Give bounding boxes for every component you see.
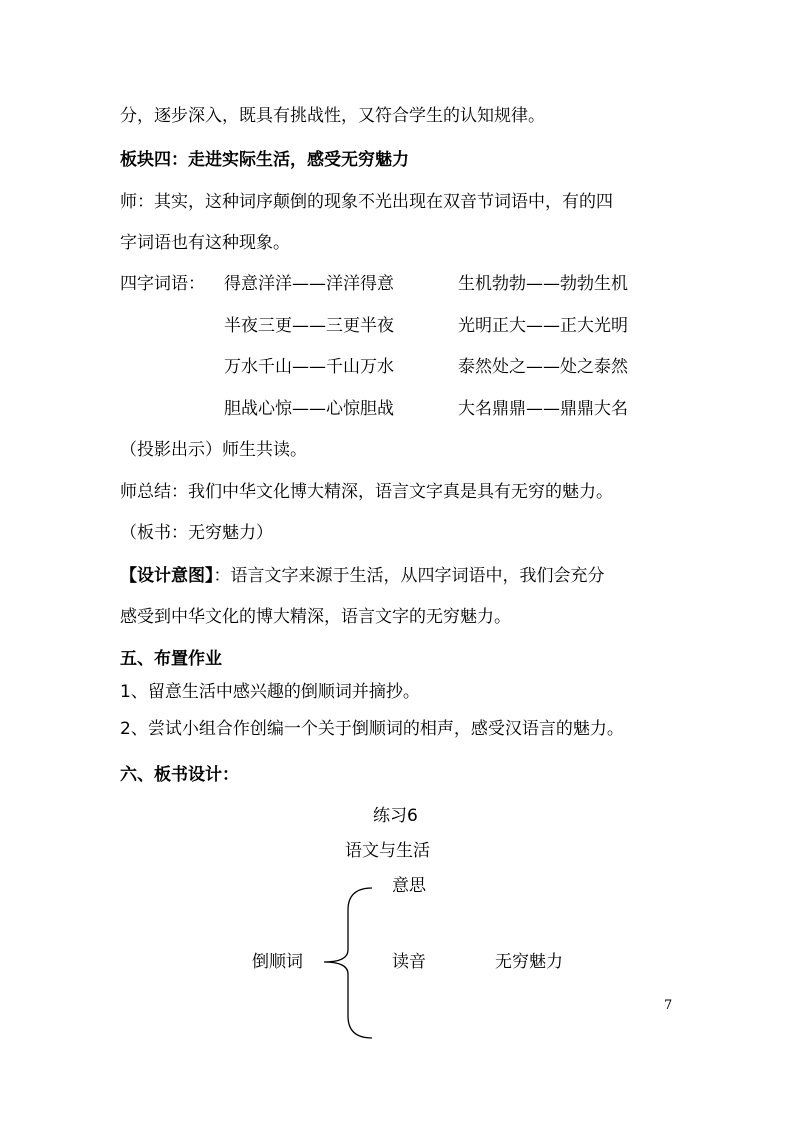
board-subtitle: 语文与生活: [345, 841, 430, 861]
design-intent-line-2: 感受到中华文化的博大精深，语言文字的无穷魅力。: [120, 607, 511, 627]
board-branch-top: 意思: [392, 876, 426, 896]
teacher-line-2: 字词语也有这种现象。: [120, 233, 290, 253]
section-4-heading: 板块四：走进实际生活，感受无穷魅力: [120, 150, 409, 170]
teacher-summary: 师总结：我们中华文化博大精深，语言文字真是具有无穷的魅力。: [120, 482, 613, 502]
homework-1: 1、留意生活中感兴趣的倒顺词并摘抄。: [120, 682, 420, 702]
section-6-heading: 六、板书设计：: [120, 765, 239, 785]
design-intent-label: 【设计意图】: [120, 566, 214, 586]
design-intent-line-1: [120, 564, 605, 588]
board-branch-right: 无穷魅力: [495, 952, 563, 972]
board-title: 练习6: [373, 806, 418, 826]
homework-2: 2、尝试小组合作创编一个关于倒顺词的相声，感受汉语言的魅力。: [120, 719, 624, 739]
idioms-label: 四字词语：: [120, 274, 205, 294]
idiom-right-2: 光明正大——正大光明: [458, 316, 628, 336]
board-note: （板书：无穷魅力）: [120, 523, 273, 543]
board-branch-mid: 读音: [392, 952, 426, 972]
page-number: 7: [664, 998, 673, 1013]
idiom-left-4: 胆战心惊——心惊胆战: [224, 399, 394, 419]
idiom-right-4: 大名鼎鼎——鼎鼎大名: [458, 399, 628, 419]
paragraph-continuation: 分，逐步深入，既具有挑战性，又符合学生的认知规律。: [120, 106, 545, 126]
idiom-right-3: 泰然处之——处之泰然: [458, 357, 628, 377]
design-intent-text: ：语言文字来源于生活，从四字词语中，我们会充分: [213, 566, 605, 586]
idiom-left-3: 万水千山——千山万水: [224, 357, 394, 377]
teacher-line-1: 师：其实，这种词序颠倒的现象不光出现在双音节词语中，有的四: [120, 192, 613, 212]
idiom-left-2: 半夜三更——三更半夜: [224, 316, 394, 336]
idiom-left-1: 得意洋洋——洋洋得意: [224, 274, 394, 294]
section-5-heading: 五、布置作业: [120, 649, 222, 669]
curly-brace-icon: [318, 880, 378, 1045]
idiom-right-1: 生机勃勃——勃勃生机: [458, 274, 628, 294]
board-root: 倒顺词: [252, 952, 303, 972]
projection-note: （投影出示）师生共读。: [120, 440, 307, 460]
